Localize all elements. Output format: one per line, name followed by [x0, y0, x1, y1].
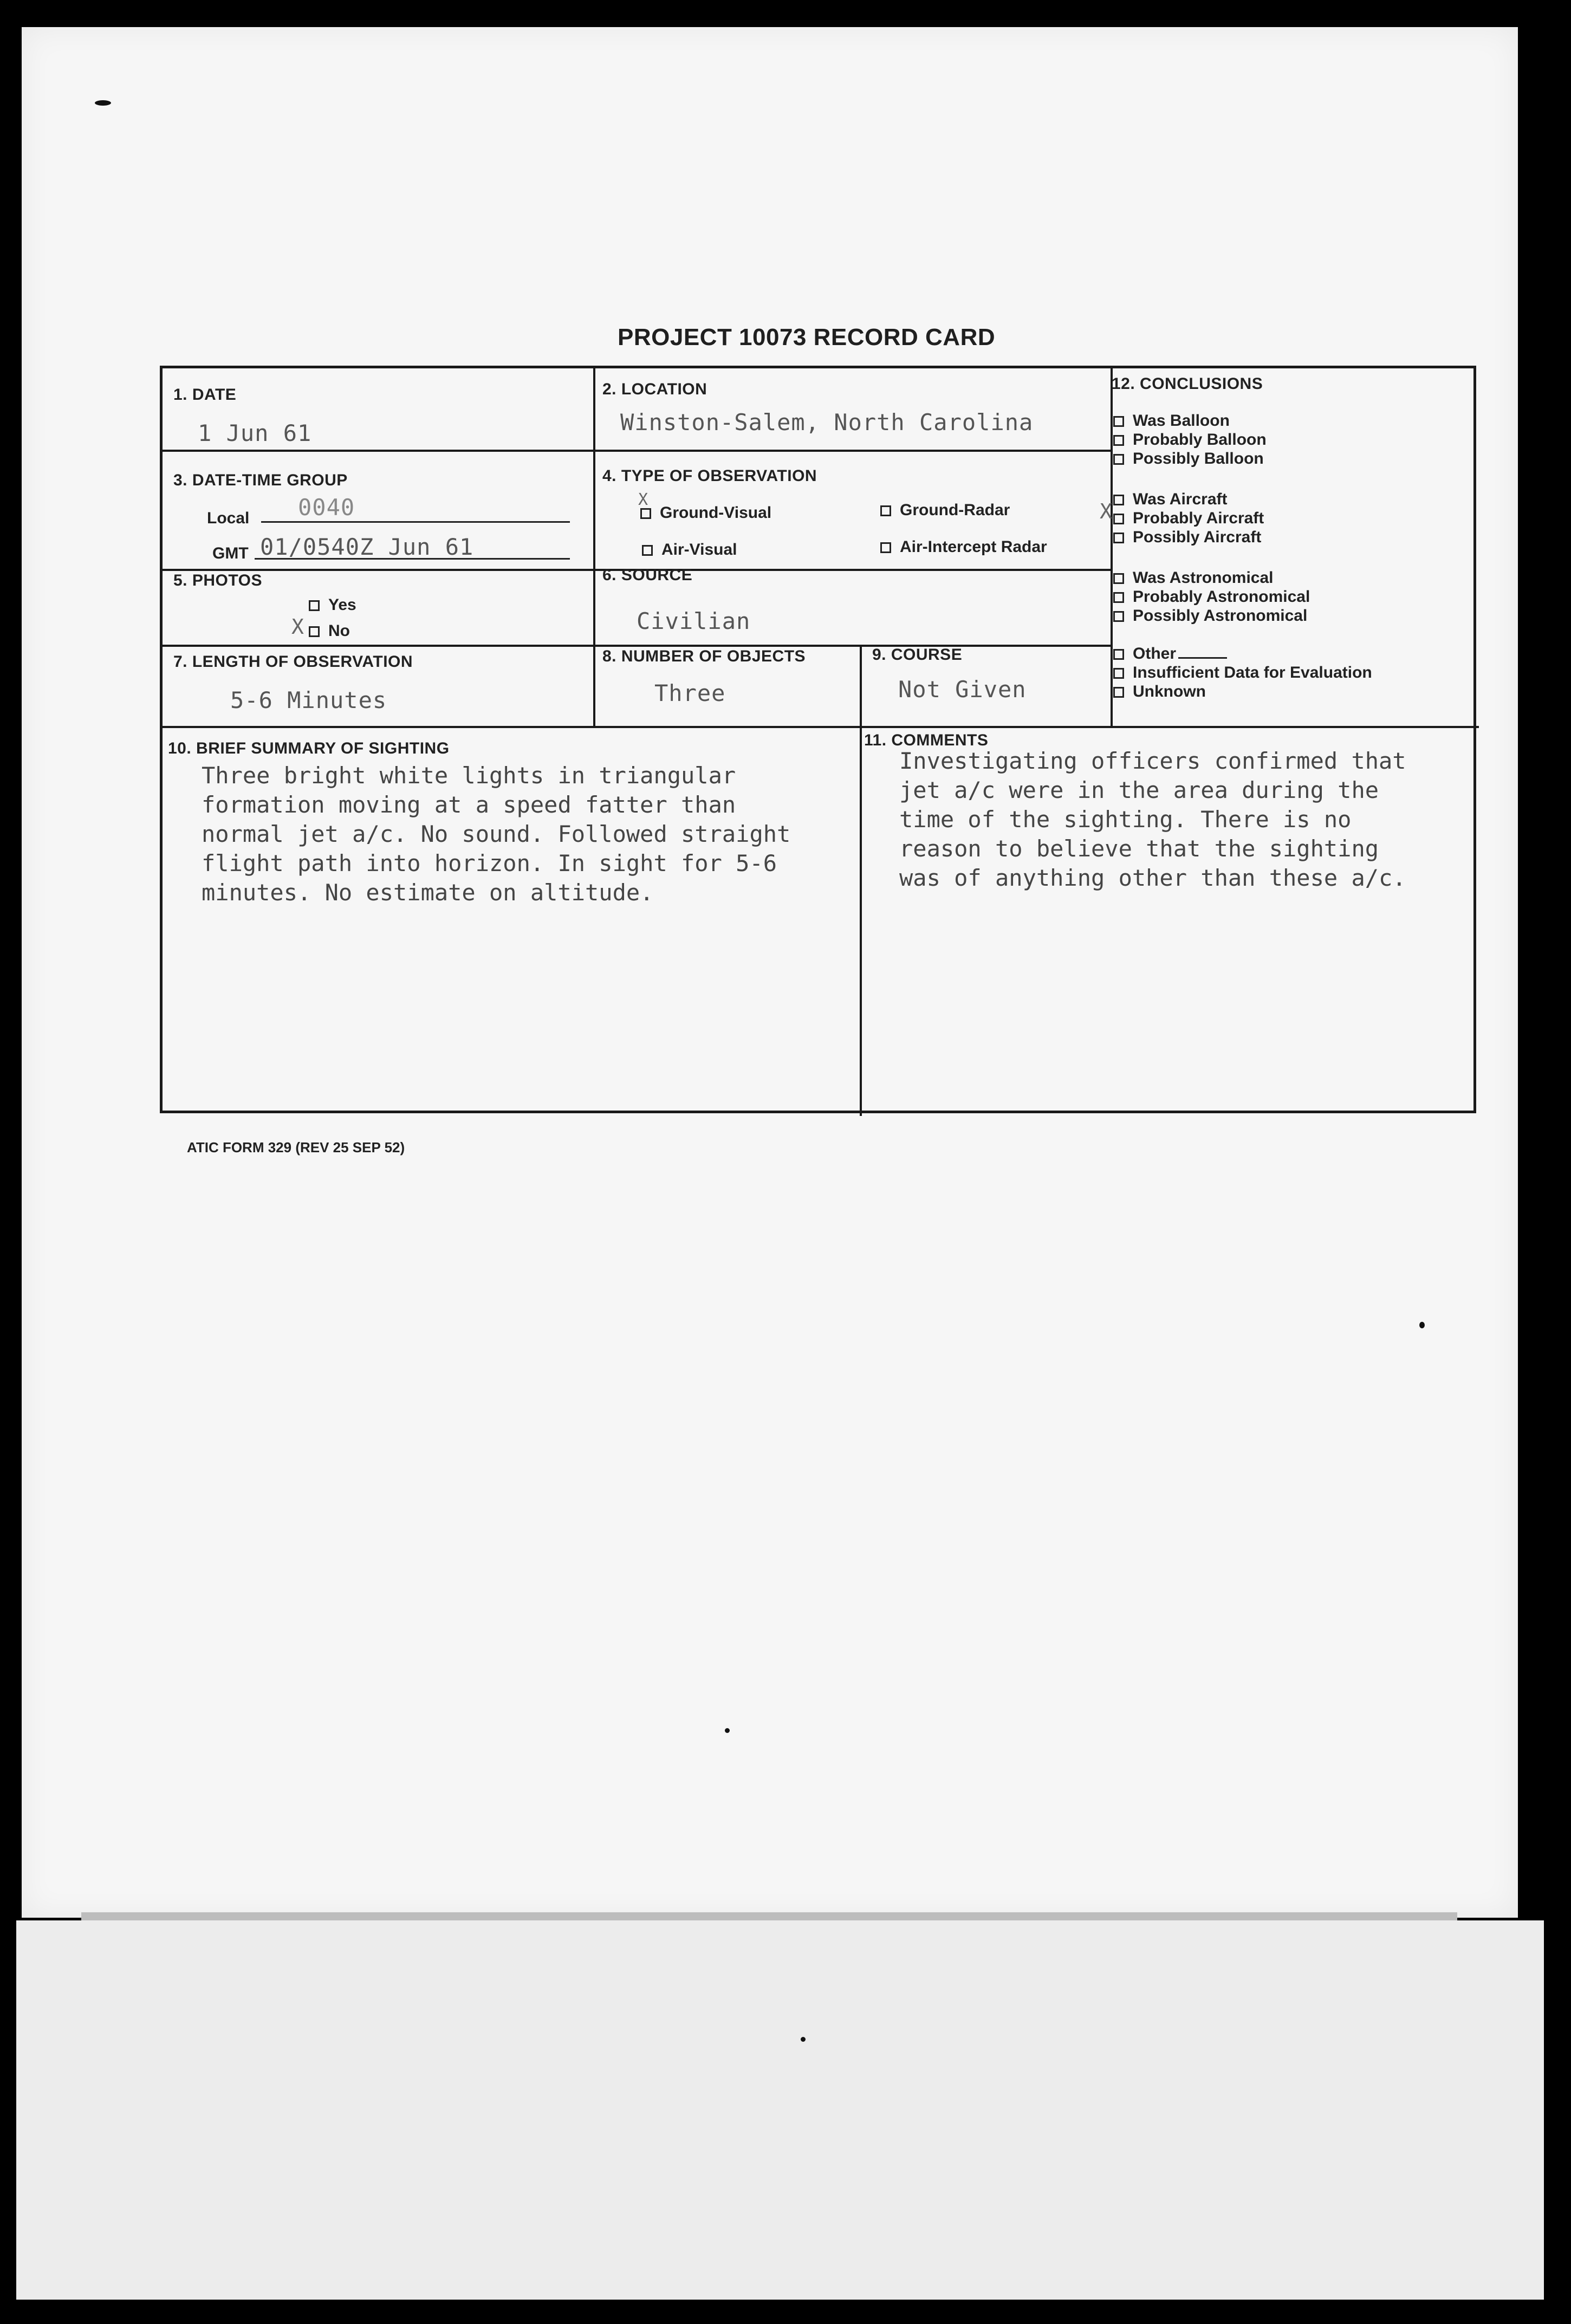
conclusion-label: Probably Balloon: [1133, 431, 1267, 449]
comments-text: Investigating officers confirmed that jet a/c were in the area during the time of the sighting. There is no reason to believe that the sighting was of anything other than these a/c.: [899, 748, 1406, 891]
gmt-label: GMT: [212, 544, 249, 562]
conclusion-label: Unknown: [1133, 683, 1206, 700]
form-number: ATIC FORM 329 (REV 25 SEP 52): [187, 1139, 405, 1155]
checkbox[interactable]: [1113, 573, 1124, 584]
course-label: 9. COURSE: [872, 646, 963, 664]
conclusion-option[interactable]: [1113, 569, 1274, 587]
checkbox[interactable]: [1113, 416, 1124, 427]
summary-divider: [860, 726, 862, 1116]
checkbox[interactable]: [1113, 668, 1124, 679]
photos-no-option[interactable]: No: [309, 622, 350, 640]
conclusion-label: Insufficient Data for Evaluation: [1133, 664, 1372, 681]
conclusion-option[interactable]: [1113, 528, 1261, 547]
checkbox[interactable]: [880, 505, 891, 516]
typed-x-mark: X: [638, 490, 648, 509]
lower-paper-strip: [16, 1920, 1544, 2300]
local-value: 0040: [298, 494, 355, 521]
comments-label: 11. COMMENTS: [864, 731, 989, 749]
photos-yes-option[interactable]: Yes: [309, 596, 356, 614]
gmt-value: 01/0540Z Jun 61: [260, 534, 474, 560]
column-divider: [593, 368, 595, 726]
conclusion-option[interactable]: [1113, 645, 1227, 663]
length-label: 7. LENGTH OF OBSERVATION: [173, 653, 413, 671]
checkbox[interactable]: [1113, 592, 1124, 603]
option-ground-radar[interactable]: Ground-Radar: [880, 501, 1010, 520]
checkbox[interactable]: [1113, 495, 1124, 505]
conclusion-option[interactable]: [1113, 664, 1372, 682]
checkbox[interactable]: [309, 626, 320, 637]
row-divider: [163, 726, 1479, 728]
date-value: 1 Jun 61: [198, 420, 312, 446]
objects-value: Three: [654, 680, 726, 706]
location-value: Winston-Salem, North Carolina: [620, 409, 1034, 436]
objects-label: 8. NUMBER OF OBJECTS: [602, 647, 806, 665]
checkbox[interactable]: [880, 542, 891, 553]
conclusion-option[interactable]: [1113, 607, 1307, 625]
checkbox[interactable]: [640, 508, 651, 519]
conclusion-label: Possibly Aircraft: [1133, 528, 1262, 546]
conclusion-label: Was Astronomical: [1133, 569, 1274, 587]
checkbox[interactable]: [1113, 687, 1124, 698]
typed-x-mark: X: [291, 615, 304, 639]
checkbox[interactable]: [1113, 533, 1124, 543]
option-ground-visual[interactable]: Ground-Visual: [640, 504, 771, 522]
card-title: PROJECT 10073 RECORD CARD: [618, 324, 996, 350]
checkbox[interactable]: [1113, 649, 1124, 660]
checkbox[interactable]: [1113, 454, 1124, 465]
conclusions-label: 12. CONCLUSIONS: [1112, 375, 1263, 393]
conclusion-option[interactable]: [1113, 431, 1267, 449]
dust-speck: [725, 1728, 730, 1733]
summary-text: Three bright white lights in triangular formation moving at a speed fatter than normal jet a/c. No sound. Followed straight flight path into horizon. In sight for 5-6 minutes. No estimate on altitude.: [202, 762, 791, 906]
conclusion-option[interactable]: [1113, 450, 1264, 468]
conclusions-divider: [1111, 368, 1113, 726]
conclusion-option[interactable]: [1113, 509, 1264, 528]
summary-label: 10. BRIEF SUMMARY OF SIGHTING: [168, 739, 450, 757]
date-label: 1. DATE: [173, 386, 237, 404]
conclusion-option[interactable]: [1113, 683, 1206, 701]
conclusion-option[interactable]: [1113, 490, 1228, 509]
source-value: Civilian: [637, 608, 751, 634]
option-air-intercept-radar[interactable]: Air-Intercept Radar: [880, 538, 1047, 556]
location-label: 2. LOCATION: [602, 380, 707, 398]
course-divider: [860, 645, 862, 726]
source-label: 6. SOURCE: [602, 566, 693, 584]
local-underline: [261, 521, 570, 523]
dust-speck: [95, 100, 111, 106]
checkbox[interactable]: [1113, 514, 1124, 524]
dust-speck: [1419, 1322, 1425, 1328]
other-underline: [1178, 657, 1227, 659]
conclusion-label: Possibly Astronomical: [1133, 607, 1308, 625]
course-value: Not Given: [898, 676, 1027, 703]
row-divider: [163, 645, 1111, 647]
local-label: Local: [207, 509, 250, 527]
conclusion-label: Was Balloon: [1133, 412, 1230, 430]
conclusion-label: Other: [1133, 645, 1177, 663]
length-value: 5-6 Minutes: [230, 687, 387, 713]
conclusion-option[interactable]: [1113, 588, 1310, 606]
checkbox[interactable]: [1113, 611, 1124, 622]
conclusion-option[interactable]: [1113, 412, 1230, 430]
row-divider: [163, 450, 1111, 452]
conclusion-label: Possibly Balloon: [1133, 450, 1264, 468]
conclusion-label: Probably Aircraft: [1133, 509, 1264, 527]
conclusion-label: Probably Astronomical: [1133, 588, 1310, 606]
typed-x-mark: X: [1100, 499, 1112, 523]
photos-label: 5. PHOTOS: [173, 572, 262, 589]
checkbox[interactable]: [1113, 435, 1124, 446]
option-air-visual[interactable]: Air-Visual: [642, 541, 737, 559]
conclusion-label: Was Aircraft: [1133, 490, 1228, 508]
checkbox[interactable]: [309, 600, 320, 611]
observation-type-label: 4. TYPE OF OBSERVATION: [602, 467, 817, 485]
datetime-label: 3. DATE-TIME GROUP: [173, 471, 348, 489]
dust-speck: [801, 2037, 806, 2042]
checkbox[interactable]: [642, 545, 653, 556]
